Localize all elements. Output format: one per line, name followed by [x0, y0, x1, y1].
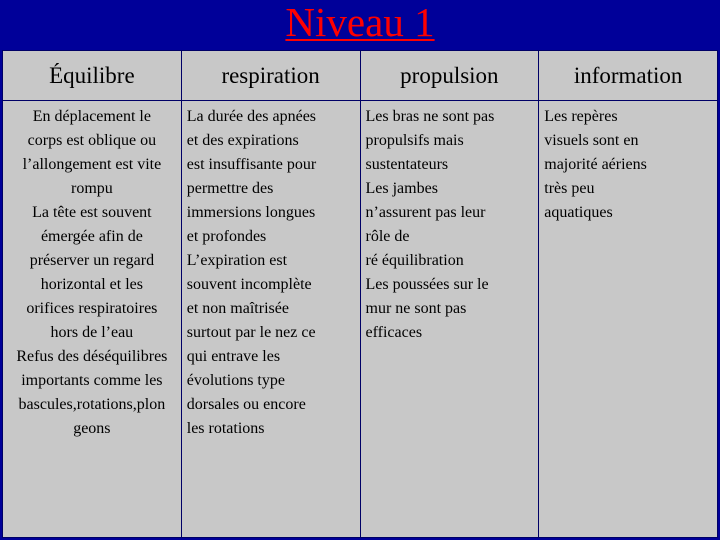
cell-line: majorité aériens: [544, 156, 647, 173]
cell-line: dorsales ou encore: [186, 396, 306, 413]
cell-line: orifices respiratoires: [26, 300, 158, 317]
cell-line: et non maîtrisée: [186, 300, 289, 317]
header-equilibre: Équilibre: [3, 51, 182, 101]
header-row: [3, 51, 718, 101]
cell-propulsion: [360, 101, 539, 538]
cell-line: émergée afin de: [40, 228, 143, 245]
cell-line: mur ne sont pas: [365, 300, 467, 317]
cell-line: geons: [73, 420, 111, 437]
cell-line: visuels sont en: [544, 132, 639, 149]
cell-line: est insuffisante pour: [186, 156, 317, 173]
cell-line: En déplacement le: [32, 108, 151, 125]
cell-line: corps est oblique ou: [27, 132, 157, 149]
cell-line: et profondes: [186, 228, 267, 245]
content-table: [2, 50, 718, 538]
cell-line: rompu: [70, 180, 113, 197]
cell-line: immersions longues: [186, 204, 316, 221]
cell-line: propulsifs mais: [365, 132, 464, 149]
cell-line: efficaces: [365, 324, 423, 341]
slide-title: Niveau 1: [285, 0, 435, 45]
cell-line: Les bras ne sont pas: [365, 108, 495, 125]
cell-line: aquatiques: [544, 204, 613, 221]
cell-line: Les poussées sur le: [365, 276, 489, 293]
cell-line: et des expirations: [186, 132, 299, 149]
body-row: [3, 101, 718, 538]
cell-line: hors de l’eau: [50, 324, 134, 341]
header-propulsion: propulsion: [360, 51, 539, 101]
cell-line: surtout par le nez ce: [186, 324, 316, 341]
cell-line: bascules,rotations,plon: [18, 396, 166, 413]
cell-line: évolutions type: [186, 372, 285, 389]
cell-line: qui entrave les: [186, 348, 281, 365]
cell-line: les rotations: [186, 420, 265, 437]
cell-line: La durée des apnées: [186, 108, 317, 125]
cell-line: L’expiration est: [186, 252, 288, 269]
cell-line: La tête est souvent: [32, 204, 152, 221]
cell-line: préserver un regard: [29, 252, 155, 269]
cell-line: ré équilibration: [365, 252, 464, 269]
cell-respiration: [181, 101, 360, 538]
cell-line: l’allongement est vite: [22, 156, 162, 173]
cell-line: permettre des: [186, 180, 274, 197]
cell-line: Les repères: [544, 108, 618, 125]
cell-line: rôle de: [365, 228, 410, 245]
cell-line: très peu: [544, 180, 595, 197]
cell-equilibre: [3, 101, 182, 538]
header-information: information: [539, 51, 718, 101]
cell-line: Les jambes: [365, 180, 438, 197]
cell-line: Refus des déséquilibres: [16, 348, 168, 365]
cell-line: importants comme les: [21, 372, 163, 389]
cell-line: sustentateurs: [365, 156, 449, 173]
cell-line: n’assurent pas leur: [365, 204, 486, 221]
cell-information: [539, 101, 718, 538]
header-respiration: respiration: [181, 51, 360, 101]
cell-line: horizontal et les: [40, 276, 143, 293]
cell-line: souvent incomplète: [186, 276, 312, 293]
